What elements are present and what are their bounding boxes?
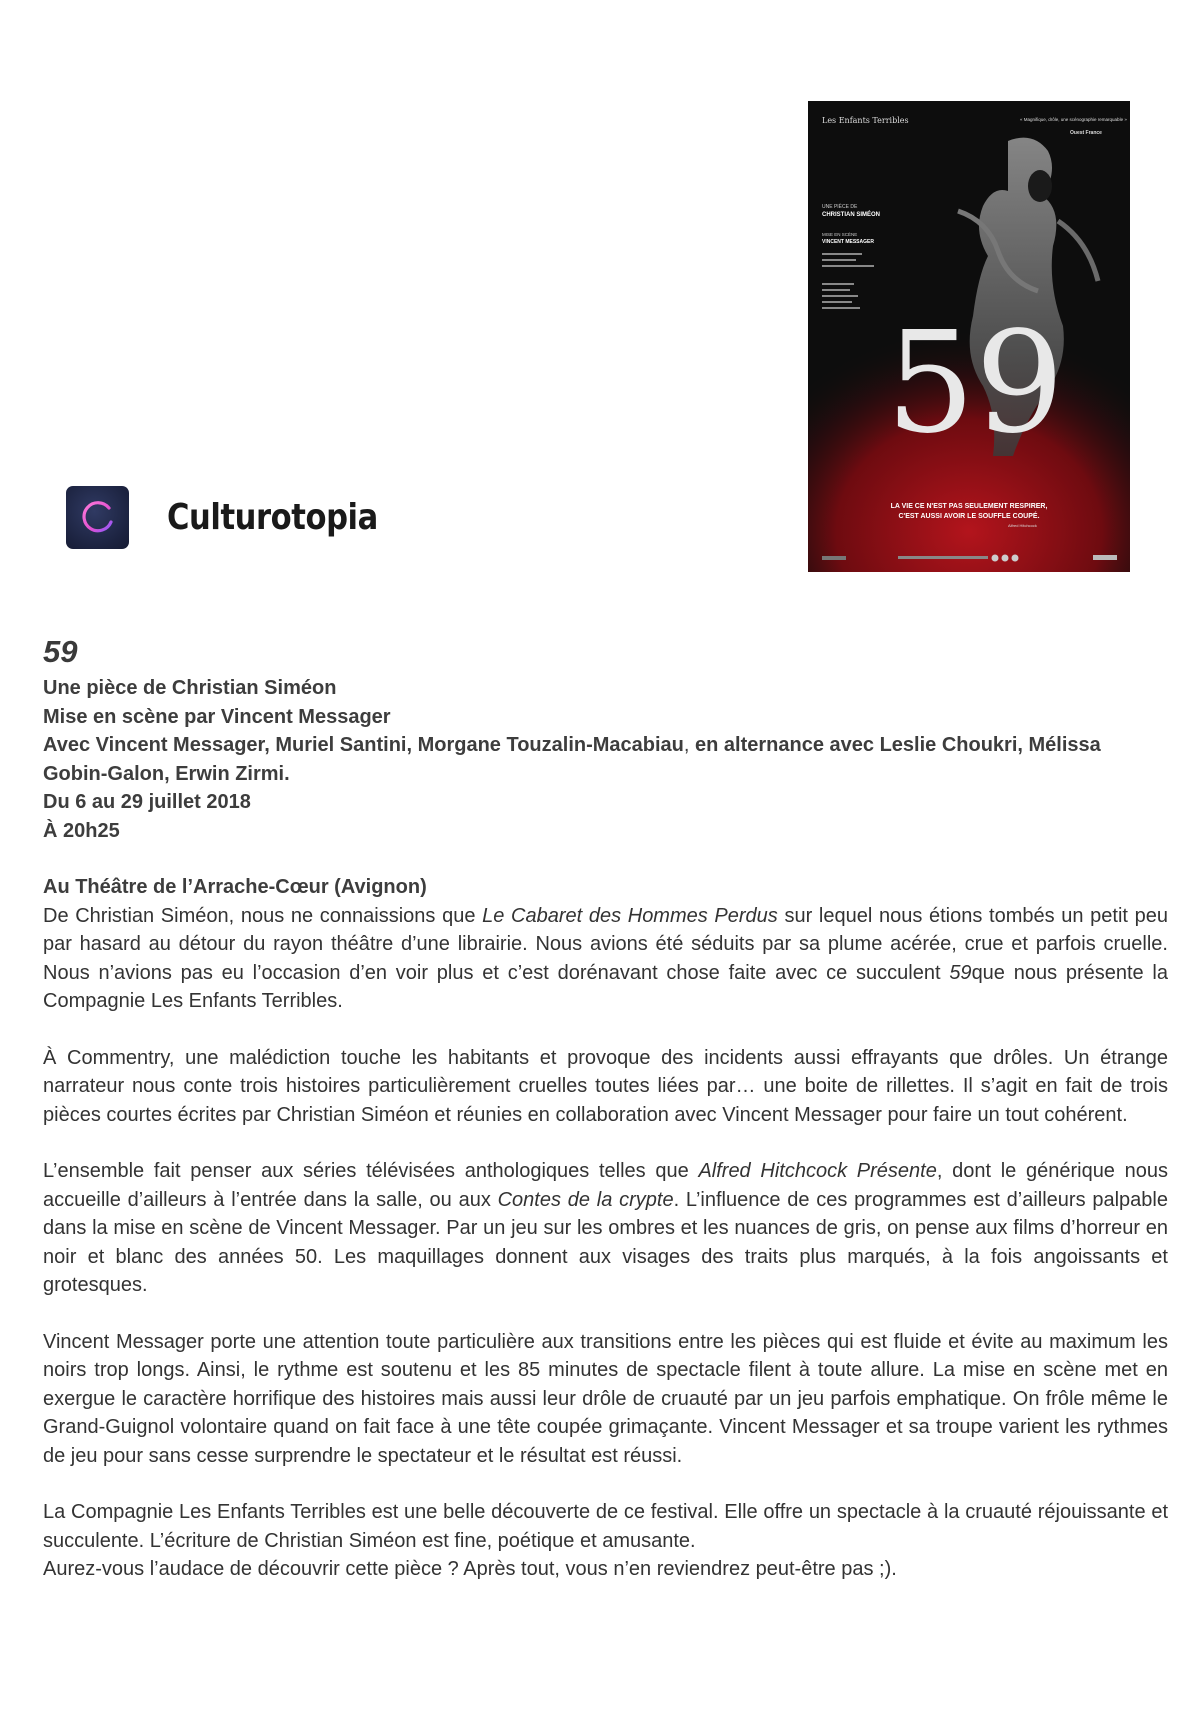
paragraph-1 bbox=[43, 902, 1168, 1016]
p3-series-title-2: Contes de la crypte bbox=[497, 1188, 674, 1211]
show-poster bbox=[808, 101, 1130, 572]
poster-director: VINCENT MESSAGER bbox=[822, 239, 874, 245]
poster-author: CHRISTIAN SIMÉON bbox=[822, 212, 881, 218]
ring-logo-icon bbox=[66, 486, 129, 549]
cast-separator: , bbox=[683, 734, 696, 756]
article-title: 59 bbox=[43, 634, 78, 669]
cast-main: Avec Vincent Messager, Muriel Santini, Morgane Touzalin-Macabiau bbox=[43, 734, 684, 756]
brand-name: Culturotopia bbox=[167, 497, 378, 538]
paragraph-2: À Commentry, une malédiction touche les habitants et provoque des incidents aussi effrayants que drôles. Un étrange narrateur nous conte trois histoires particulièrement cruelles toutes liées par… une boite de rillettes. Il s’agit en fait de trois pièces courtes écrites par Christian Siméon et réunies en collaboration avec Vincent Messager pour faire un tout cohérent. bbox=[43, 1046, 1168, 1126]
paragraph-5: La Compagnie Les Enfants Terribles est une belle découverte de ce festival. Elle offre un spectacle à la cruauté réjouissante et succulente. L’écriture de Christian Siméon est fine, poétique et amusante. bbox=[43, 1501, 1168, 1552]
cast-alternate: en alternance avec Leslie Choukri, Mélissa Gobin-Galon, Erwin Zirmi. bbox=[43, 734, 1101, 785]
poster-tagline-1: LA VIE CE N'EST PAS SEULEMENT RESPIRER, bbox=[890, 503, 1048, 510]
paragraph-3 bbox=[43, 1157, 1168, 1300]
show-time: À 20h25 bbox=[43, 819, 120, 842]
poster-quote-source: Ouest France bbox=[1070, 130, 1102, 136]
poster-company: Les Enfants Terribles bbox=[822, 116, 909, 125]
p3-text-c: , dont le générique nous accueille d’ailleurs à l’entrée dans la salle, ou aux bbox=[43, 1160, 1168, 1211]
poster-tagline-2: C'EST AUSSI AVOIR LE SOUFFLE COUPÉ. bbox=[898, 513, 1040, 520]
p1-text-a: De Christian Siméon, nous ne connaissions que bbox=[43, 904, 483, 927]
credit-director: Mise en scène par Vincent Messager bbox=[43, 705, 391, 728]
poster-director-line: MISE EN SCÈNE bbox=[822, 232, 858, 237]
p1-book-title: Le Cabaret des Hommes Perdus bbox=[482, 904, 778, 927]
closing-line: Aurez-vous l’audace de découvrir cette pièce ? Après tout, vous n’en reviendrez peut-être pas ;). bbox=[43, 1558, 897, 1580]
culturotopia-logo[interactable] bbox=[66, 486, 415, 549]
p1-text-c: sur lequel nous étions tombés un petit peu par hasard au détour du rayon théâtre d’une librairie. Nous avions été séduits par sa plume acérée, crue et parfois cruelle. Nous n’avions pas eu l’occasion d’en voir plus et c’est dorénavant chose faite avec ce succulent bbox=[43, 904, 1169, 984]
credit-author: Une pièce de Christian Siméon bbox=[43, 677, 337, 699]
venue: Au Théâtre de l’Arrache-Cœur (Avignon) bbox=[43, 876, 427, 898]
poster-title: 59 bbox=[886, 302, 1065, 465]
p1-show-title: 59 bbox=[949, 961, 972, 984]
poster-author-line: UNE PIÈCE DE bbox=[822, 204, 858, 210]
p1-text-e: que nous présente la Compagnie Les Enfants Terribles. bbox=[43, 961, 1169, 1012]
poster-quote: « Magnifique, drôle, une scénographie remarquable » bbox=[1020, 117, 1127, 122]
article-body bbox=[43, 634, 1168, 1584]
poster-tagline-author: Alfred Hitchcock bbox=[1008, 523, 1037, 528]
paragraph-4: Vincent Messager porte une attention toute particulière aux transitions entre les pièces qui est fluide et évite au maximum les noirs trop longs. Ainsi, le rythme est soutenu et les 85 minutes de spectacle filent à toute allure. La mise en scène met en exergue le caractère horrifique des histoires mais aussi leur drôle de cruauté par un jeu parfois emphatique. On frôle même le Grand-Guignol volontaire quand on fait face à une tête coupée grimaçante. Vincent Messager et sa troupe varient les rythmes de jeu pour sans cesse surprendre le spectateur et le résultat est réussi. bbox=[43, 1330, 1168, 1467]
p3-series-title-1: Alfred Hitchcock Présente bbox=[698, 1160, 937, 1182]
p3-text-e: . L’influence de ces programmes est d’ailleurs palpable dans la mise en scène de Vincent Messager. Par un jeu sur les ombres et les nuances de gris, on pense aux films d’horreur en noir et blanc des années 50. Les maquillages donnent aux visages des traits plus marqués, à la fois angoissants et grotesques. bbox=[43, 1188, 1168, 1296]
credit-cast bbox=[43, 731, 1168, 788]
show-dates: Du 6 au 29 juillet 2018 bbox=[43, 791, 251, 813]
p3-text-a: L’ensemble fait penser aux séries télévisées anthologiques telles que bbox=[43, 1160, 699, 1182]
